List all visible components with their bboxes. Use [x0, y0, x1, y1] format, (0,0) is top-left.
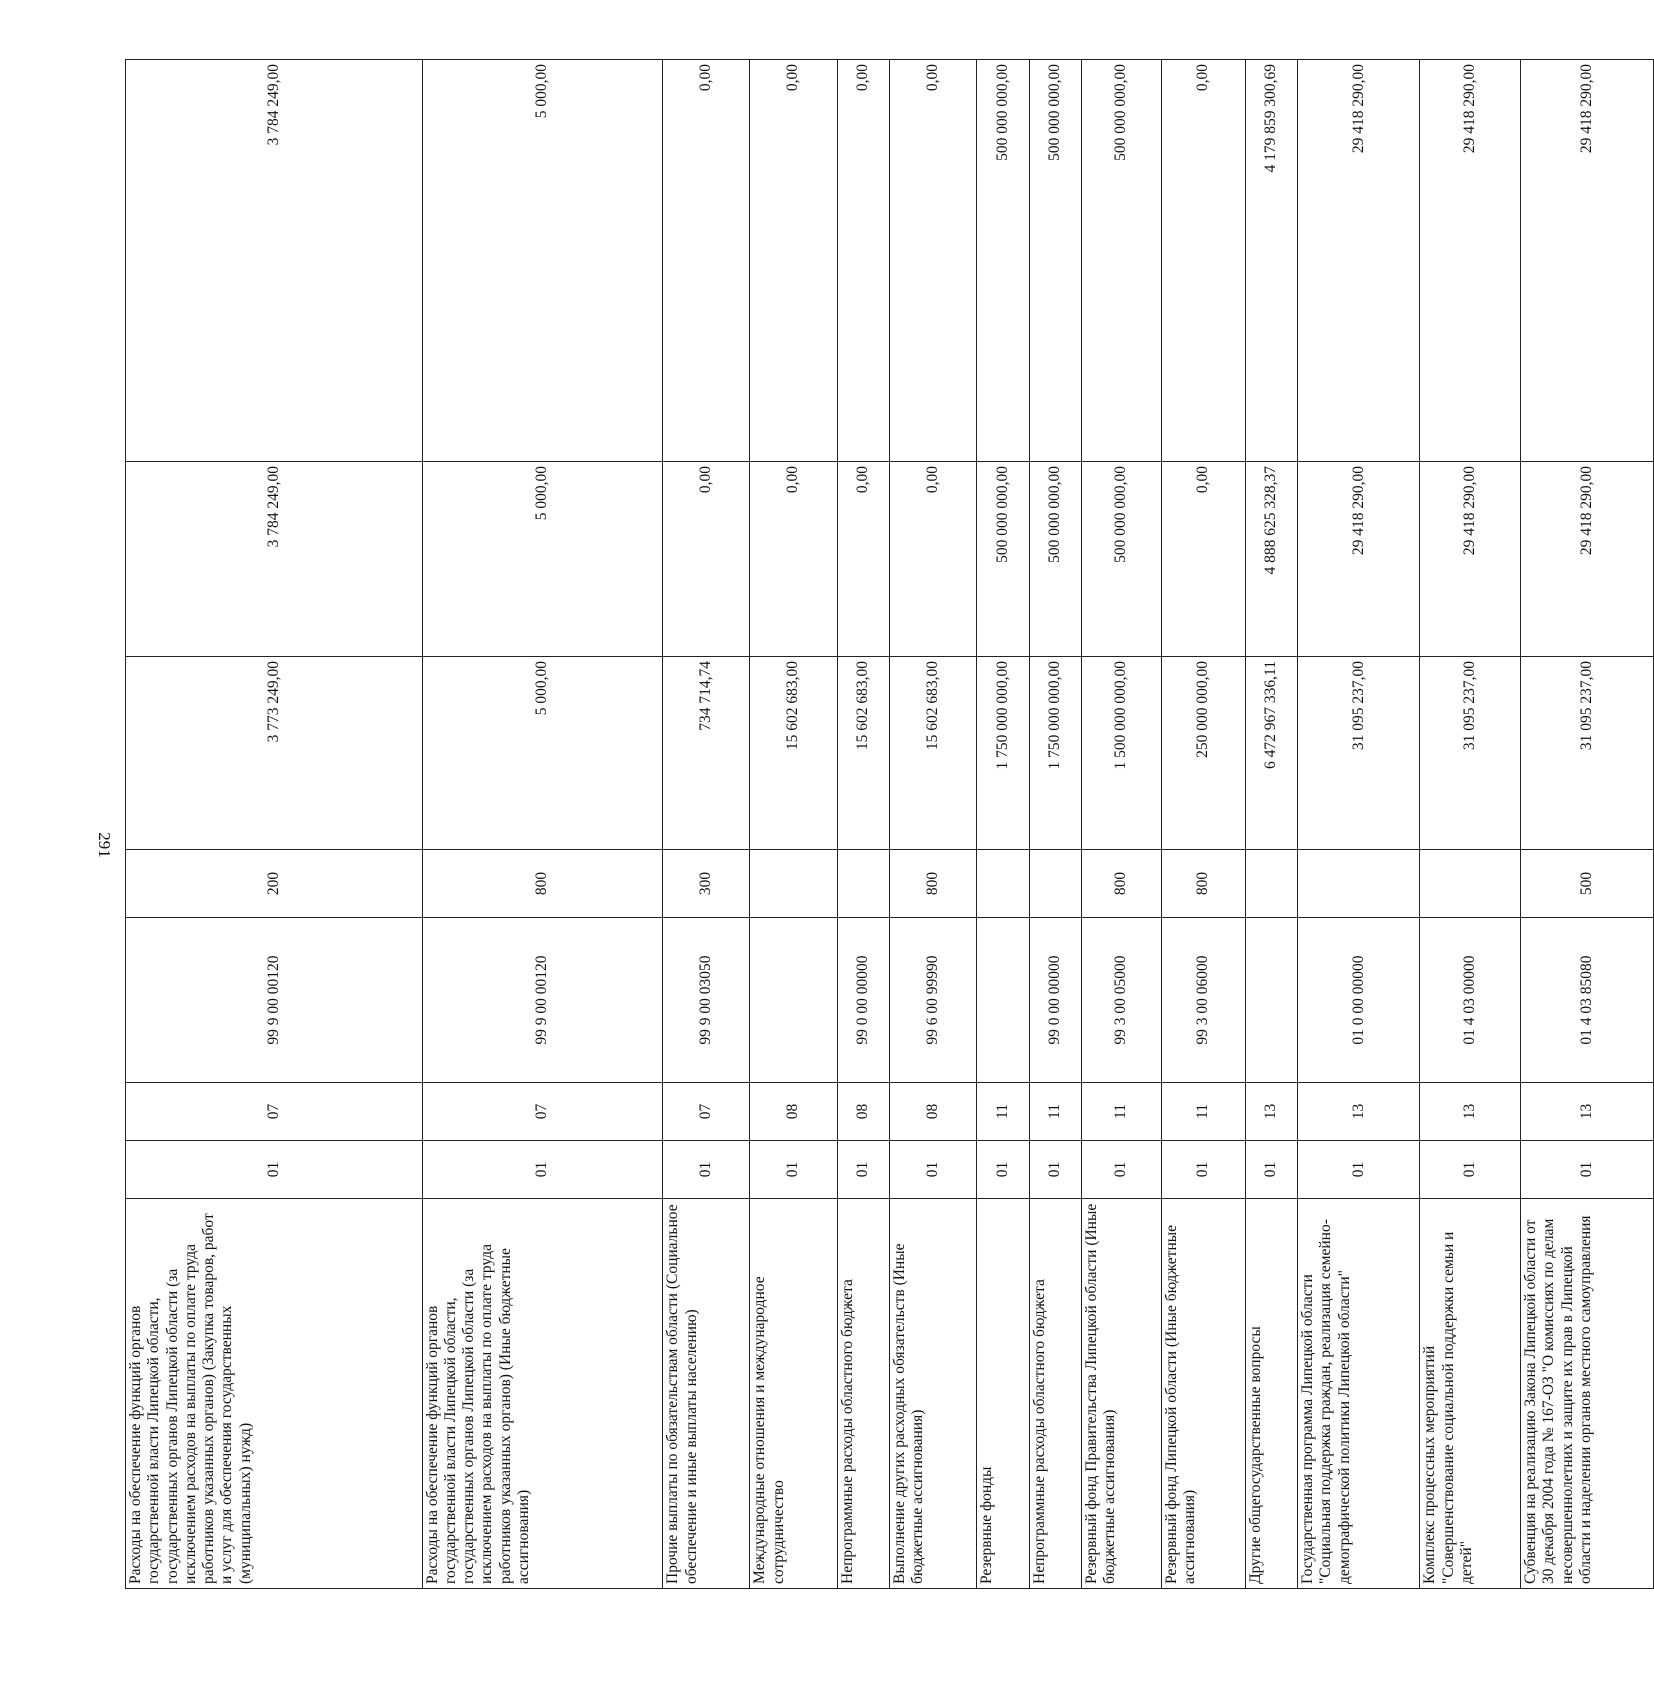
- section-code-cell: 01: [1081, 1141, 1161, 1199]
- target-article-cell: 99 9 00 00120: [422, 918, 663, 1083]
- page-number: 291: [95, 832, 114, 858]
- section-code-cell: 01: [126, 1141, 423, 1199]
- subsection-code-cell: 13: [1420, 1083, 1521, 1141]
- amount-year1-cell: 6 472 967 336,11: [1245, 657, 1297, 850]
- section-code-cell: 01: [889, 1141, 976, 1199]
- table-row: [1521, 60, 1654, 1589]
- expense-type-cell: [1029, 850, 1081, 918]
- expense-type-cell: 800: [422, 850, 663, 918]
- amount-year2-cell: 29 418 290,00: [1420, 462, 1521, 657]
- section-code-cell: 01: [1245, 1141, 1297, 1199]
- amount-year2-cell: 3 784 249,00: [126, 462, 423, 657]
- amount-year1-cell: 31 095 237,00: [1298, 657, 1420, 850]
- row-name-cell: Международные отношения и международное сотрудничество: [750, 1199, 837, 1589]
- amount-year2-cell: 500 000 000,00: [1029, 462, 1081, 657]
- amount-year1-cell: 734 714,74: [663, 657, 750, 850]
- section-code-cell: 01: [1298, 1141, 1420, 1199]
- expense-type-cell: [837, 850, 889, 918]
- amount-year2-cell: 0,00: [663, 462, 750, 657]
- subsection-code-cell: 13: [1245, 1083, 1297, 1141]
- target-article-cell: 01 4 03 85080: [1521, 918, 1654, 1083]
- target-article-cell: 99 9 00 03050: [663, 918, 750, 1083]
- row-name-cell: Резервный фонд Правительства Липецкой области (Иные бюджетные ассигнования): [1081, 1199, 1161, 1589]
- amount-year3-cell: 0,00: [663, 60, 750, 462]
- amount-year1-cell: 15 602 683,00: [889, 657, 976, 850]
- expense-type-cell: 500: [1521, 850, 1654, 918]
- row-name-cell: Выполнение других расходных обязательств (Иные бюджетные ассигнования): [889, 1199, 976, 1589]
- expense-type-cell: 800: [1162, 850, 1246, 918]
- amount-year2-cell: 29 418 290,00: [1521, 462, 1654, 657]
- expense-type-cell: [1420, 850, 1521, 918]
- subsection-code-cell: 08: [750, 1083, 837, 1141]
- amount-year1-cell: 15 602 683,00: [837, 657, 889, 850]
- amount-year3-cell: 29 418 290,00: [1420, 60, 1521, 462]
- section-code-cell: 01: [1029, 1141, 1081, 1199]
- row-name-cell: Расходы на обеспечение функций органов государственной власти Липецкой области, государственных органов Липецкой области (за исключением расходов на выплаты по оплате труда работников указанных органов) (Иные бюджетные ассигнования): [422, 1199, 663, 1589]
- row-name-cell: Непрограммные расходы областного бюджета: [1029, 1199, 1081, 1589]
- expense-type-cell: [750, 850, 837, 918]
- amount-year2-cell: 0,00: [837, 462, 889, 657]
- target-article-cell: 01 0 00 00000: [1298, 918, 1420, 1083]
- amount-year1-cell: 5 000,00: [422, 657, 663, 850]
- section-code-cell: 01: [837, 1141, 889, 1199]
- expense-type-cell: 800: [1081, 850, 1161, 918]
- table-row: [1245, 60, 1297, 1589]
- target-article-cell: 99 0 00 00000: [1029, 918, 1081, 1083]
- subsection-code-cell: 11: [1029, 1083, 1081, 1141]
- target-article-cell: [977, 918, 1029, 1083]
- amount-year3-cell: 500 000 000,00: [977, 60, 1029, 462]
- subsection-code-cell: 11: [977, 1083, 1029, 1141]
- amount-year2-cell: 0,00: [1162, 462, 1246, 657]
- row-name-cell: Другие общегосударственные вопросы: [1245, 1199, 1297, 1589]
- expense-type-cell: [977, 850, 1029, 918]
- target-article-cell: [750, 918, 837, 1083]
- target-article-cell: 99 0 00 00000: [837, 918, 889, 1083]
- amount-year2-cell: 500 000 000,00: [977, 462, 1029, 657]
- row-name-cell: Резервные фонды: [977, 1199, 1029, 1589]
- table-row: [889, 60, 976, 1589]
- section-code-cell: 01: [1521, 1141, 1654, 1199]
- amount-year1-cell: 1 750 000 000,00: [977, 657, 1029, 850]
- section-code-cell: 01: [1420, 1141, 1521, 1199]
- row-name-cell: Расходы на обеспечение функций органов государственной власти Липецкой области, государственных органов Липецкой области (за исключением расходов на выплаты по оплате труда работников указанных органов) (Закупка товаров, работ и услуг для обеспечения государственных (муниципальных) нужд): [126, 1199, 423, 1589]
- subsection-code-cell: 08: [889, 1083, 976, 1141]
- amount-year3-cell: 500 000 000,00: [1029, 60, 1081, 462]
- amount-year2-cell: 0,00: [889, 462, 976, 657]
- table-row: [1420, 60, 1521, 1589]
- table-body: [126, 60, 1654, 1589]
- amount-year2-cell: 29 418 290,00: [1298, 462, 1420, 657]
- subsection-code-cell: 08: [837, 1083, 889, 1141]
- row-name-cell: Резервный фонд Липецкой области (Иные бюджетные ассигнования): [1162, 1199, 1246, 1589]
- subsection-code-cell: 11: [1162, 1083, 1246, 1141]
- table-row: [422, 60, 663, 1589]
- table-row: [750, 60, 837, 1589]
- subsection-code-cell: 07: [663, 1083, 750, 1141]
- subsection-code-cell: 07: [126, 1083, 423, 1141]
- amount-year1-cell: 31 095 237,00: [1420, 657, 1521, 850]
- amount-year3-cell: 29 418 290,00: [1298, 60, 1420, 462]
- amount-year1-cell: 15 602 683,00: [750, 657, 837, 850]
- section-code-cell: 01: [422, 1141, 663, 1199]
- amount-year1-cell: 1 500 000 000,00: [1081, 657, 1161, 850]
- amount-year2-cell: 500 000 000,00: [1081, 462, 1161, 657]
- table-row: [977, 60, 1029, 1589]
- amount-year3-cell: 0,00: [889, 60, 976, 462]
- table-row: [837, 60, 889, 1589]
- row-name-cell: Субвенция на реализацию Закона Липецкой области от 30 декабря 2004 года № 167-ОЗ "О комиссиях по делам несовершеннолетних и защите их прав в Липецкой области и наделении органов местного самоуправления: [1521, 1199, 1654, 1589]
- expense-type-cell: 800: [889, 850, 976, 918]
- table-row: [1029, 60, 1081, 1589]
- expense-type-cell: 200: [126, 850, 423, 918]
- subsection-code-cell: 07: [422, 1083, 663, 1141]
- amount-year1-cell: 3 773 249,00: [126, 657, 423, 850]
- subsection-code-cell: 13: [1298, 1083, 1420, 1141]
- subsection-code-cell: 11: [1081, 1083, 1161, 1141]
- row-name-cell: Прочие выплаты по обязательствам области (Социальное обеспечение и иные выплаты населению): [663, 1199, 750, 1589]
- table-row: [1081, 60, 1161, 1589]
- amount-year1-cell: 31 095 237,00: [1521, 657, 1654, 850]
- expense-type-cell: [1298, 850, 1420, 918]
- target-article-cell: 99 9 00 00120: [126, 918, 423, 1083]
- subsection-code-cell: 13: [1521, 1083, 1654, 1141]
- target-article-cell: 99 3 00 05000: [1081, 918, 1161, 1083]
- expense-type-cell: 300: [663, 850, 750, 918]
- amount-year3-cell: 0,00: [750, 60, 837, 462]
- amount-year3-cell: 29 418 290,00: [1521, 60, 1654, 462]
- amount-year3-cell: 0,00: [837, 60, 889, 462]
- amount-year2-cell: 4 888 625 328,37: [1245, 462, 1297, 657]
- table-row: [1162, 60, 1246, 1589]
- row-name-cell: Непрограммные расходы областного бюджета: [837, 1199, 889, 1589]
- table-row: [126, 60, 423, 1589]
- target-article-cell: 99 6 00 99990: [889, 918, 976, 1083]
- target-article-cell: 99 3 00 06000: [1162, 918, 1246, 1083]
- table-row: [1298, 60, 1420, 1589]
- amount-year3-cell: 0,00: [1162, 60, 1246, 462]
- expense-type-cell: [1245, 850, 1297, 918]
- row-name-cell: Государственная программа Липецкой области "Социальная поддержка граждан, реализация семейно-демографической политики Липецкой области": [1298, 1199, 1420, 1589]
- amount-year3-cell: 3 784 249,00: [126, 60, 423, 462]
- section-code-cell: 01: [750, 1141, 837, 1199]
- section-code-cell: 01: [663, 1141, 750, 1199]
- amount-year1-cell: 1 750 000 000,00: [1029, 657, 1081, 850]
- budget-table: [125, 59, 1654, 1589]
- amount-year3-cell: 4 179 859 300,69: [1245, 60, 1297, 462]
- amount-year1-cell: 250 000 000,00: [1162, 657, 1246, 850]
- target-article-cell: [1245, 918, 1297, 1083]
- amount-year2-cell: 5 000,00: [422, 462, 663, 657]
- table-row: [663, 60, 750, 1589]
- section-code-cell: 01: [1162, 1141, 1246, 1199]
- section-code-cell: 01: [977, 1141, 1029, 1199]
- amount-year3-cell: 5 000,00: [422, 60, 663, 462]
- target-article-cell: 01 4 03 00000: [1420, 918, 1521, 1083]
- row-name-cell: Комплекс процессных мероприятий "Совершенствование социальной поддержки семьи и детей": [1420, 1199, 1521, 1589]
- amount-year3-cell: 500 000 000,00: [1081, 60, 1161, 462]
- amount-year2-cell: 0,00: [750, 462, 837, 657]
